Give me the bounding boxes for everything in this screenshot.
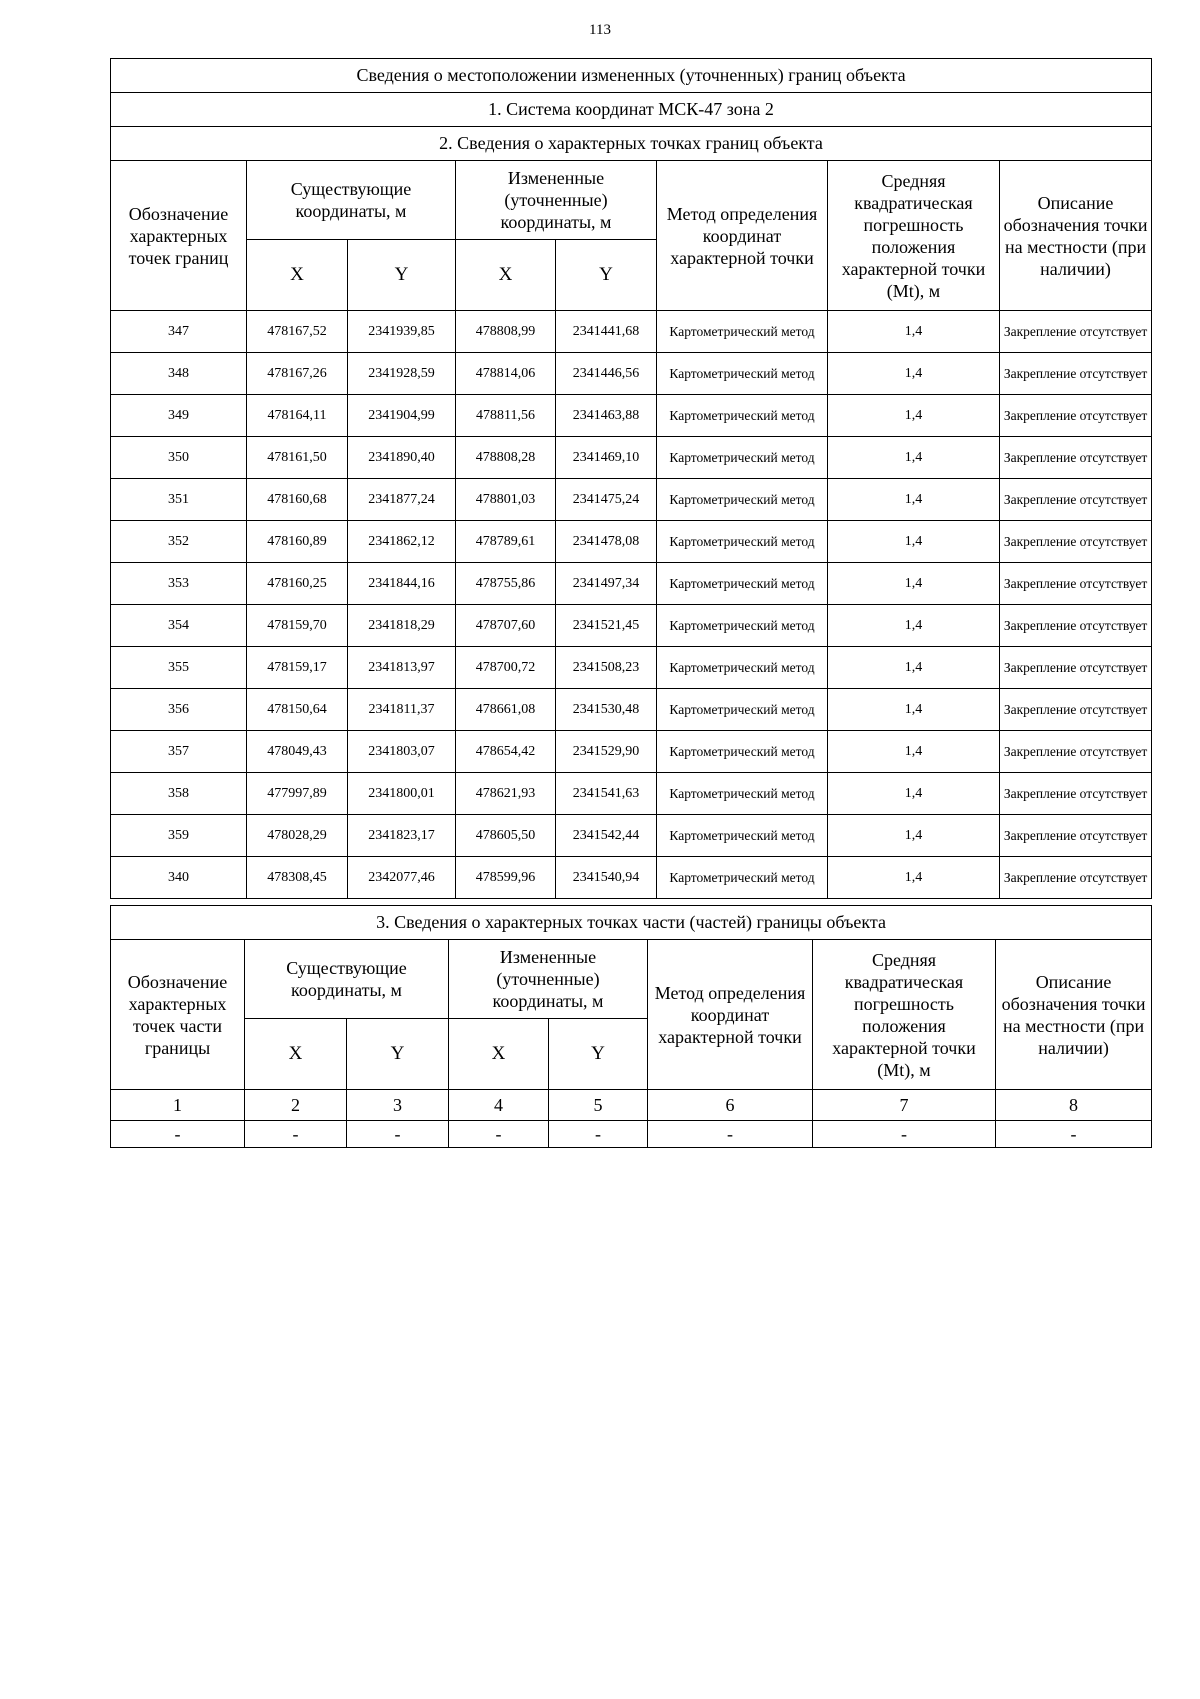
- cell-existing-x: 478160,89: [247, 521, 348, 563]
- cell-point: 352: [111, 521, 247, 563]
- cell-point: 354: [111, 605, 247, 647]
- header-existing-y: Y: [348, 240, 456, 311]
- cell-error: 1,4: [828, 311, 1000, 353]
- boundary-points-table: [110, 58, 1152, 899]
- header-changed-y: Y: [556, 240, 657, 311]
- table-row: [111, 731, 1152, 773]
- cell-error: 1,4: [828, 521, 1000, 563]
- header-changed: Измененные (уточненные) координаты, м: [456, 161, 657, 240]
- cell-method: Картометрический метод: [657, 647, 828, 689]
- cell-existing-x: 478161,50: [247, 437, 348, 479]
- table-row: [111, 311, 1152, 353]
- empty-cell: -: [245, 1121, 347, 1148]
- part-header-existing-y: Y: [347, 1019, 449, 1090]
- cell-error: 1,4: [828, 353, 1000, 395]
- column-number: 5: [549, 1090, 648, 1121]
- cell-changed-y: 2341508,23: [556, 647, 657, 689]
- part-header-existing-x: X: [245, 1019, 347, 1090]
- cell-method: Картометрический метод: [657, 311, 828, 353]
- cell-changed-y: 2341446,56: [556, 353, 657, 395]
- cell-existing-x: 478160,68: [247, 479, 348, 521]
- cell-method: Картометрический метод: [657, 479, 828, 521]
- part-header-existing: Существующие координаты, м: [245, 940, 449, 1019]
- cell-changed-y: 2341529,90: [556, 731, 657, 773]
- table-row: [111, 815, 1152, 857]
- cell-method: Картометрический метод: [657, 605, 828, 647]
- table-row: [111, 395, 1152, 437]
- cell-existing-y: 2341928,59: [348, 353, 456, 395]
- cell-description: Закрепление отсутствует: [1000, 353, 1152, 395]
- cell-method: Картометрический метод: [657, 857, 828, 899]
- empty-row: [111, 1121, 1152, 1148]
- cell-changed-x: 478707,60: [456, 605, 556, 647]
- cell-changed-y: 2341463,88: [556, 395, 657, 437]
- cell-changed-x: 478755,86: [456, 563, 556, 605]
- empty-cell: -: [111, 1121, 245, 1148]
- column-number: 2: [245, 1090, 347, 1121]
- cell-point: 357: [111, 731, 247, 773]
- cell-description: Закрепление отсутствует: [1000, 521, 1152, 563]
- cell-error: 1,4: [828, 731, 1000, 773]
- page-number: 113: [589, 22, 611, 38]
- column-number: 6: [648, 1090, 813, 1121]
- cell-description: Закрепление отсутствует: [1000, 479, 1152, 521]
- cell-error: 1,4: [828, 437, 1000, 479]
- cell-existing-y: 2341877,24: [348, 479, 456, 521]
- main-title: Сведения о местоположении измененных (уточненных) границ объекта: [111, 59, 1152, 93]
- cell-changed-y: 2341475,24: [556, 479, 657, 521]
- cell-method: Картометрический метод: [657, 731, 828, 773]
- cell-method: Картометрический метод: [657, 353, 828, 395]
- cell-changed-x: 478801,03: [456, 479, 556, 521]
- cell-changed-x: 478808,28: [456, 437, 556, 479]
- cell-existing-x: 478167,26: [247, 353, 348, 395]
- header-existing-x: X: [247, 240, 348, 311]
- section3-title: 3. Сведения о характерных точках части (частей) границы объекта: [111, 906, 1152, 940]
- empty-cell: -: [449, 1121, 549, 1148]
- cell-method: Картометрический метод: [657, 563, 828, 605]
- empty-cell: -: [996, 1121, 1152, 1148]
- cell-changed-x: 478811,56: [456, 395, 556, 437]
- cell-existing-y: 2341803,07: [348, 731, 456, 773]
- cell-point: 356: [111, 689, 247, 731]
- cell-existing-y: 2341800,01: [348, 773, 456, 815]
- cell-existing-x: 478159,17: [247, 647, 348, 689]
- cell-description: Закрепление отсутствует: [1000, 311, 1152, 353]
- cell-changed-y: 2341441,68: [556, 311, 657, 353]
- cell-existing-y: 2341939,85: [348, 311, 456, 353]
- cell-description: Закрепление отсутствует: [1000, 815, 1152, 857]
- cell-existing-y: 2342077,46: [348, 857, 456, 899]
- cell-existing-x: 478150,64: [247, 689, 348, 731]
- cell-description: Закрепление отсутствует: [1000, 773, 1152, 815]
- cell-existing-x: 478164,11: [247, 395, 348, 437]
- header-error: Средняя квадратическая погрешность положения характерной точки (Mt), м: [828, 161, 1000, 311]
- cell-changed-x: 478814,06: [456, 353, 556, 395]
- part-header-changed: Измененные (уточненные) координаты, м: [449, 940, 648, 1019]
- coord-system: 1. Система координат МСК-47 зона 2: [111, 93, 1152, 127]
- cell-point: 353: [111, 563, 247, 605]
- table-row: [111, 437, 1152, 479]
- cell-changed-x: 478605,50: [456, 815, 556, 857]
- header-existing: Существующие координаты, м: [247, 161, 456, 240]
- cell-error: 1,4: [828, 605, 1000, 647]
- cell-existing-y: 2341811,37: [348, 689, 456, 731]
- cell-method: Картометрический метод: [657, 395, 828, 437]
- cell-method: Картометрический метод: [657, 815, 828, 857]
- cell-point: 350: [111, 437, 247, 479]
- section2-title: 2. Сведения о характерных точках границ объекта: [111, 127, 1152, 161]
- part-header-error: Средняя квадратическая погрешность положения характерной точки (Mt), м: [813, 940, 996, 1090]
- header-designation: Обозначение характерных точек границ: [111, 161, 247, 311]
- cell-existing-y: 2341862,12: [348, 521, 456, 563]
- cell-error: 1,4: [828, 395, 1000, 437]
- cell-method: Картометрический метод: [657, 773, 828, 815]
- cell-error: 1,4: [828, 773, 1000, 815]
- cell-description: Закрепление отсутствует: [1000, 437, 1152, 479]
- column-number: 1: [111, 1090, 245, 1121]
- empty-cell: -: [648, 1121, 813, 1148]
- part-boundary-table: [110, 905, 1152, 1148]
- cell-point: 351: [111, 479, 247, 521]
- part-header-method: Метод определения координат характерной точки: [648, 940, 813, 1090]
- empty-cell: -: [347, 1121, 449, 1148]
- table-row: [111, 353, 1152, 395]
- cell-description: Закрепление отсутствует: [1000, 647, 1152, 689]
- table-row: [111, 605, 1152, 647]
- cell-existing-y: 2341818,29: [348, 605, 456, 647]
- cell-point: 348: [111, 353, 247, 395]
- cell-description: Закрепление отсутствует: [1000, 605, 1152, 647]
- cell-error: 1,4: [828, 857, 1000, 899]
- cell-changed-x: 478661,08: [456, 689, 556, 731]
- cell-error: 1,4: [828, 815, 1000, 857]
- cell-changed-x: 478621,93: [456, 773, 556, 815]
- header-method: Метод определения координат характерной точки: [657, 161, 828, 311]
- cell-changed-y: 2341521,45: [556, 605, 657, 647]
- table-row: [111, 647, 1152, 689]
- cell-point: 355: [111, 647, 247, 689]
- table-row: [111, 773, 1152, 815]
- cell-existing-y: 2341813,97: [348, 647, 456, 689]
- cell-changed-y: 2341478,08: [556, 521, 657, 563]
- table-row: [111, 479, 1152, 521]
- cell-existing-y: 2341823,17: [348, 815, 456, 857]
- column-number: 8: [996, 1090, 1152, 1121]
- cell-description: Закрепление отсутствует: [1000, 563, 1152, 605]
- cell-changed-y: 2341541,63: [556, 773, 657, 815]
- cell-changed-x: 478789,61: [456, 521, 556, 563]
- empty-cell: -: [813, 1121, 996, 1148]
- cell-point: 340: [111, 857, 247, 899]
- cell-changed-x: 478808,99: [456, 311, 556, 353]
- empty-cell: -: [549, 1121, 648, 1148]
- cell-description: Закрепление отсутствует: [1000, 857, 1152, 899]
- part-header-designation: Обозначение характерных точек части границы: [111, 940, 245, 1090]
- cell-existing-x: 478049,43: [247, 731, 348, 773]
- cell-error: 1,4: [828, 689, 1000, 731]
- cell-point: 349: [111, 395, 247, 437]
- cell-description: Закрепление отсутствует: [1000, 689, 1152, 731]
- cell-existing-x: 478028,29: [247, 815, 348, 857]
- table-row: [111, 563, 1152, 605]
- cell-existing-x: 477997,89: [247, 773, 348, 815]
- cell-changed-y: 2341469,10: [556, 437, 657, 479]
- cell-point: 358: [111, 773, 247, 815]
- cell-changed-x: 478700,72: [456, 647, 556, 689]
- cell-existing-x: 478160,25: [247, 563, 348, 605]
- table-row: [111, 857, 1152, 899]
- cell-method: Картометрический метод: [657, 689, 828, 731]
- cell-changed-x: 478654,42: [456, 731, 556, 773]
- table-row: [111, 689, 1152, 731]
- cell-description: Закрепление отсутствует: [1000, 731, 1152, 773]
- cell-changed-y: 2341497,34: [556, 563, 657, 605]
- cell-existing-y: 2341844,16: [348, 563, 456, 605]
- cell-existing-x: 478167,52: [247, 311, 348, 353]
- cell-method: Картометрический метод: [657, 521, 828, 563]
- cell-description: Закрепление отсутствует: [1000, 395, 1152, 437]
- column-number: 3: [347, 1090, 449, 1121]
- cell-existing-y: 2341904,99: [348, 395, 456, 437]
- cell-method: Картометрический метод: [657, 437, 828, 479]
- column-number: 4: [449, 1090, 549, 1121]
- table-row: [111, 521, 1152, 563]
- cell-error: 1,4: [828, 647, 1000, 689]
- cell-existing-x: 478159,70: [247, 605, 348, 647]
- cell-changed-y: 2341542,44: [556, 815, 657, 857]
- header-description: Описание обозначения точки на местности (при наличии): [1000, 161, 1152, 311]
- part-header-description: Описание обозначения точки на местности (при наличии): [996, 940, 1152, 1090]
- cell-existing-x: 478308,45: [247, 857, 348, 899]
- cell-changed-x: 478599,96: [456, 857, 556, 899]
- column-numbers-row: [111, 1090, 1152, 1121]
- cell-point: 347: [111, 311, 247, 353]
- cell-changed-y: 2341540,94: [556, 857, 657, 899]
- cell-error: 1,4: [828, 563, 1000, 605]
- cell-error: 1,4: [828, 479, 1000, 521]
- header-changed-x: X: [456, 240, 556, 311]
- part-header-changed-x: X: [449, 1019, 549, 1090]
- cell-existing-y: 2341890,40: [348, 437, 456, 479]
- column-number: 7: [813, 1090, 996, 1121]
- cell-changed-y: 2341530,48: [556, 689, 657, 731]
- part-header-changed-y: Y: [549, 1019, 648, 1090]
- cell-point: 359: [111, 815, 247, 857]
